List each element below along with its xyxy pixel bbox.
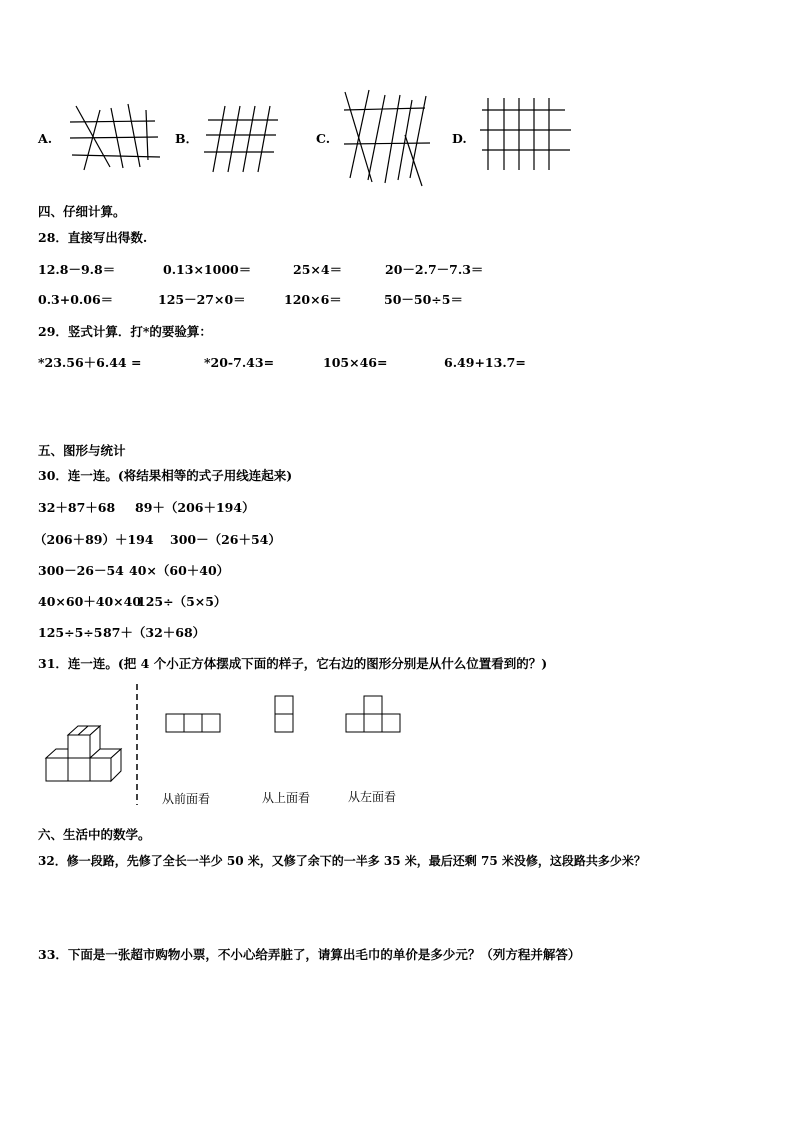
q30-right-item: 125÷（5×5） [137,594,227,609]
q30-left-item: （206＋89）＋194 [34,532,154,547]
option-d-figure [480,98,571,170]
q30-right-item: 300－（26＋54） [170,532,281,547]
option-d-label: D. [452,131,467,146]
q29-item: 105×46= [323,355,388,370]
front-view-figure [166,714,220,732]
cube-stack-figure [46,726,121,781]
q28-item: 0.3+0.06＝ [38,292,114,307]
q28-item: 12.8－9.8＝ [38,262,116,277]
view-label-left: 从左面看 [348,790,397,804]
view-label-top: 从上面看 [262,791,311,805]
q30-left-item: 300－26－54 [38,563,124,578]
q28-item: 120×6＝ [284,292,342,307]
q28-item: 25×4＝ [293,262,343,277]
section-5-heading: 五、图形与统计 [38,443,126,458]
left-view-figure [346,696,400,732]
q28-title: 28．直接写出得数. [38,230,148,245]
option-c-label: C. [316,131,331,146]
q30-right-item: 89＋（206＋194） [135,500,255,515]
q28-item: 20－2.7－7.3＝ [385,262,484,277]
q31-title: 31．连一连。(把 4 个小正方体摆成下面的样子，它右边的图形分别是从什么位置看到的？) [38,656,548,671]
q29-item: 6.49+13.7= [444,355,526,370]
view-label-front: 从前面看 [162,792,211,806]
q29-item: *23.56＋6.44 = [38,355,142,370]
q28-item: 0.13×1000＝ [163,262,252,277]
option-b-figure [204,106,278,172]
q32-text: 32．修一段路，先修了全长一半少 50 米，又修了余下的一半多 35 米，最后还剩 75 米没修，这段路共多少米？ [38,854,646,868]
top-view-figure [275,696,293,732]
q28-item: 125－27×0＝ [158,292,246,307]
option-c-figure [344,90,430,186]
option-a-figure [70,104,160,170]
q30-left-item: 125÷5÷5 [38,625,103,640]
q30-title: 30．连一连。(将结果相等的式子用线连起来) [38,468,293,483]
q30-right-item: 40×（60＋40） [129,563,230,578]
option-b-label: B． [175,131,199,146]
q33-text: 33．下面是一张超市购物小票，不小心给弄脏了，请算出毛巾的单价是多少元？（列方程并解答） [38,947,581,962]
q30-left-item: 40×60＋40×40 [38,594,142,609]
option-a-label: A. [38,131,53,146]
section-4-heading: 四、仔细计算。 [38,204,126,219]
section-6-heading: 六、生活中的数学。 [38,827,151,842]
q29-item: *20-7.43= [204,355,275,370]
q30-right-item: 87＋（32＋68） [103,625,206,640]
q30-left-item: 32＋87＋68 [38,500,116,515]
q28-item: 50－50÷5＝ [384,292,463,307]
q29-title: 29．竖式计算．打*的要验算： [38,324,212,339]
